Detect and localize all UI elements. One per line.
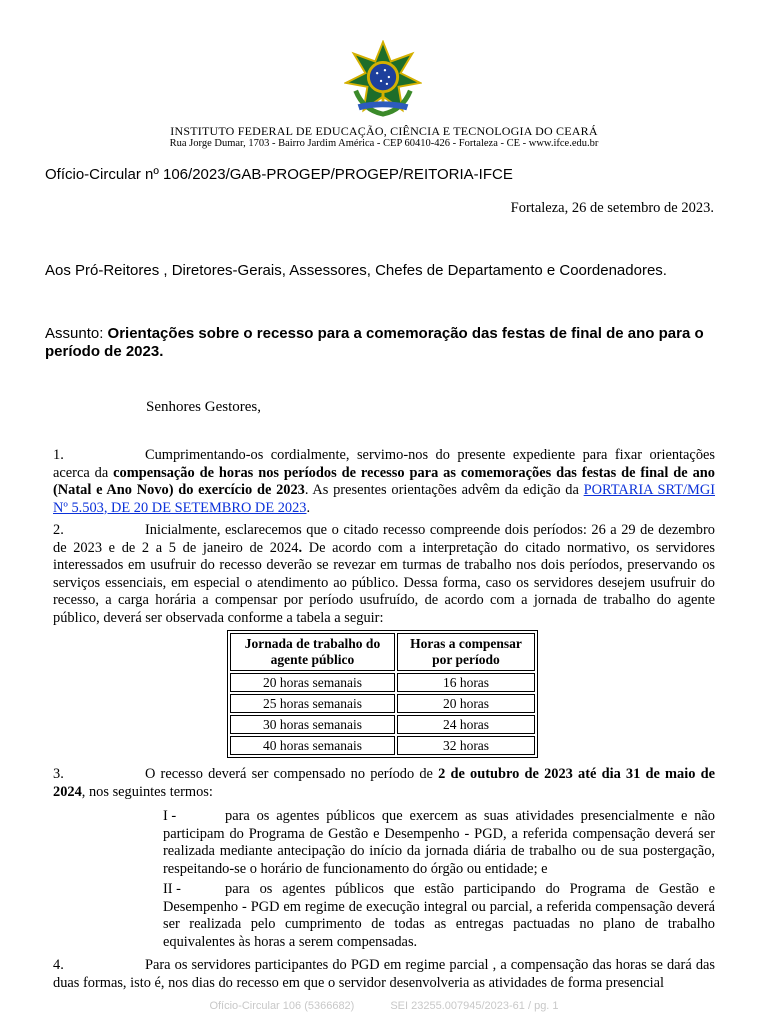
paragraph-text: . As presentes orientações advêm da edição da	[304, 482, 584, 498]
table-row	[230, 694, 535, 713]
institution-address: Rua Jorge Dumar, 1703 - Bairro Jardim América - CEP 60410-426 - Fortaleza - CE - www.ifce.edu.br	[169, 138, 599, 149]
document-date: Fortaleza, 26 de setembro de 2023.	[510, 200, 714, 216]
paragraph-bold-text: .	[298, 539, 303, 556]
footer-document-id: Ofício-Circular 106 (5366682)	[209, 1000, 355, 1012]
page-footer	[0, 1000, 768, 1012]
footer-sei-page: SEI 23255.007945/2023-61 / pg. 1	[390, 1000, 559, 1012]
subject-label: Assunto:	[45, 325, 108, 342]
list-item-i	[163, 808, 715, 878]
paragraph-2	[53, 522, 715, 627]
paragraph-number: 1.	[53, 447, 64, 463]
list-item-ii	[163, 881, 715, 951]
table-cell: 20 horas	[397, 694, 535, 713]
paragraph-3	[53, 766, 715, 801]
subject-text: Orientações sobre o recesso para a comemoração das festas de final de ano para o período de 2023.	[45, 325, 704, 360]
paragraph-number: 2.	[53, 522, 64, 538]
item-number: II -	[163, 881, 181, 897]
salutation: Senhores Gestores,	[146, 399, 261, 415]
paragraph-text: Cumprimentando-os cordialmente, servimo-nos do presente expediente para fixar orientações acerca da	[53, 447, 715, 481]
table-row	[230, 673, 535, 692]
item-text: para os agentes públicos que exercem as suas atividades presencialmente e não participam do Programa de Gestão e Desempenho - PGD, a referida compensação deverá ser realizada mediante antecipação do início da jornada diária de trabalho ou de sua postergação, respeitando-se o horário de funcionamento do órgão ou entidade; e	[163, 808, 715, 877]
paragraph-text: Para os servidores participantes do PGD em regime parcial , a compensação das horas se dará das duas formas, isto é, nos dias do recesso em que o servidor desenvolveria as atividades de forma presencial	[53, 957, 715, 991]
item-number: I -	[163, 808, 177, 824]
paragraph-bold-text: compensação de horas nos períodos de recesso para as comemorações das festas de final de ano (Natal e Ano Novo) do exercício de 2023	[53, 464, 715, 498]
table-row	[230, 736, 535, 755]
table-row	[230, 715, 535, 734]
table-header-cell: Jornada de trabalho do agente público	[230, 633, 395, 671]
item-text: para os agentes públicos que estão participando do Programa de Gestão e Desempenho - PGD em regime de execução integral ou parcial, a referida compensação deverá ser realizada pelo cumprimento de todas as entregas pactuadas no plano de trabalho equivalentes às horas a serem compensadas.	[163, 881, 715, 950]
paragraph-4	[53, 957, 715, 992]
document-number: Ofício-Circular nº 106/2023/GAB-PROGEP/PROGEP/REITORIA-IFCE	[45, 166, 513, 183]
table-header-row	[230, 633, 535, 671]
paragraph-text: , nos seguintes termos:	[81, 783, 213, 800]
paragraph-text: O recesso deverá ser compensado no período de	[145, 766, 439, 782]
portaria-link[interactable]: PORTARIA SRT/MGI Nº 5.503, DE 20 DE SETEMBRO DE 2023	[53, 482, 716, 516]
paragraph-bold-text: 2 de outubro de 2023 até dia 31 de maio de 2024	[53, 766, 715, 800]
brazil-coat-of-arms-icon	[344, 40, 422, 118]
table-header-cell: Horas a compensar por período	[397, 633, 535, 671]
paragraph-text: Inicialmente, esclarecemos que o citado recesso compreende dois períodos: 26 a 29 de dezembro de 2023 e de 2 a 5 de janeiro de 2024	[53, 522, 715, 556]
table-cell: 30 horas semanais	[230, 715, 395, 734]
table-cell: 20 horas semanais	[230, 673, 395, 692]
table-cell: 40 horas semanais	[230, 736, 395, 755]
table-cell: 32 horas	[397, 736, 535, 755]
paragraph-text: .	[306, 499, 311, 516]
paragraph-1	[53, 447, 715, 517]
paragraph-number: 4.	[53, 957, 64, 973]
recipients-line: Aos Pró-Reitores , Diretores-Gerais, Assessores, Chefes de Departamento e Coordenadores.	[45, 262, 667, 279]
table-cell: 16 horas	[397, 673, 535, 692]
table-cell: 24 horas	[397, 715, 535, 734]
compensation-hours-table	[227, 630, 538, 758]
paragraph-text: De acordo com a interpretação do citado normativo, os servidores interessados em usufruir do recesso deverão se revezar em turmas de trabalho nos dois períodos, preservando os serviços essenciais, em especial o atendimento ao público. Dessa forma, caso os servidores desejem usufruir do recesso, a carga horária a compensar por período usufruído, de acordo com a jornada de trabalho do agente público, deverá ser observada conforme a tabela a seguir:	[53, 539, 715, 626]
subject-line	[45, 325, 735, 361]
table-cell: 25 horas semanais	[230, 694, 395, 713]
institution-name: INSTITUTO FEDERAL DE EDUCAÇÃO, CIÊNCIA E TECNOLOGIA DO CEARÁ	[170, 124, 598, 138]
paragraph-number: 3.	[53, 766, 64, 782]
